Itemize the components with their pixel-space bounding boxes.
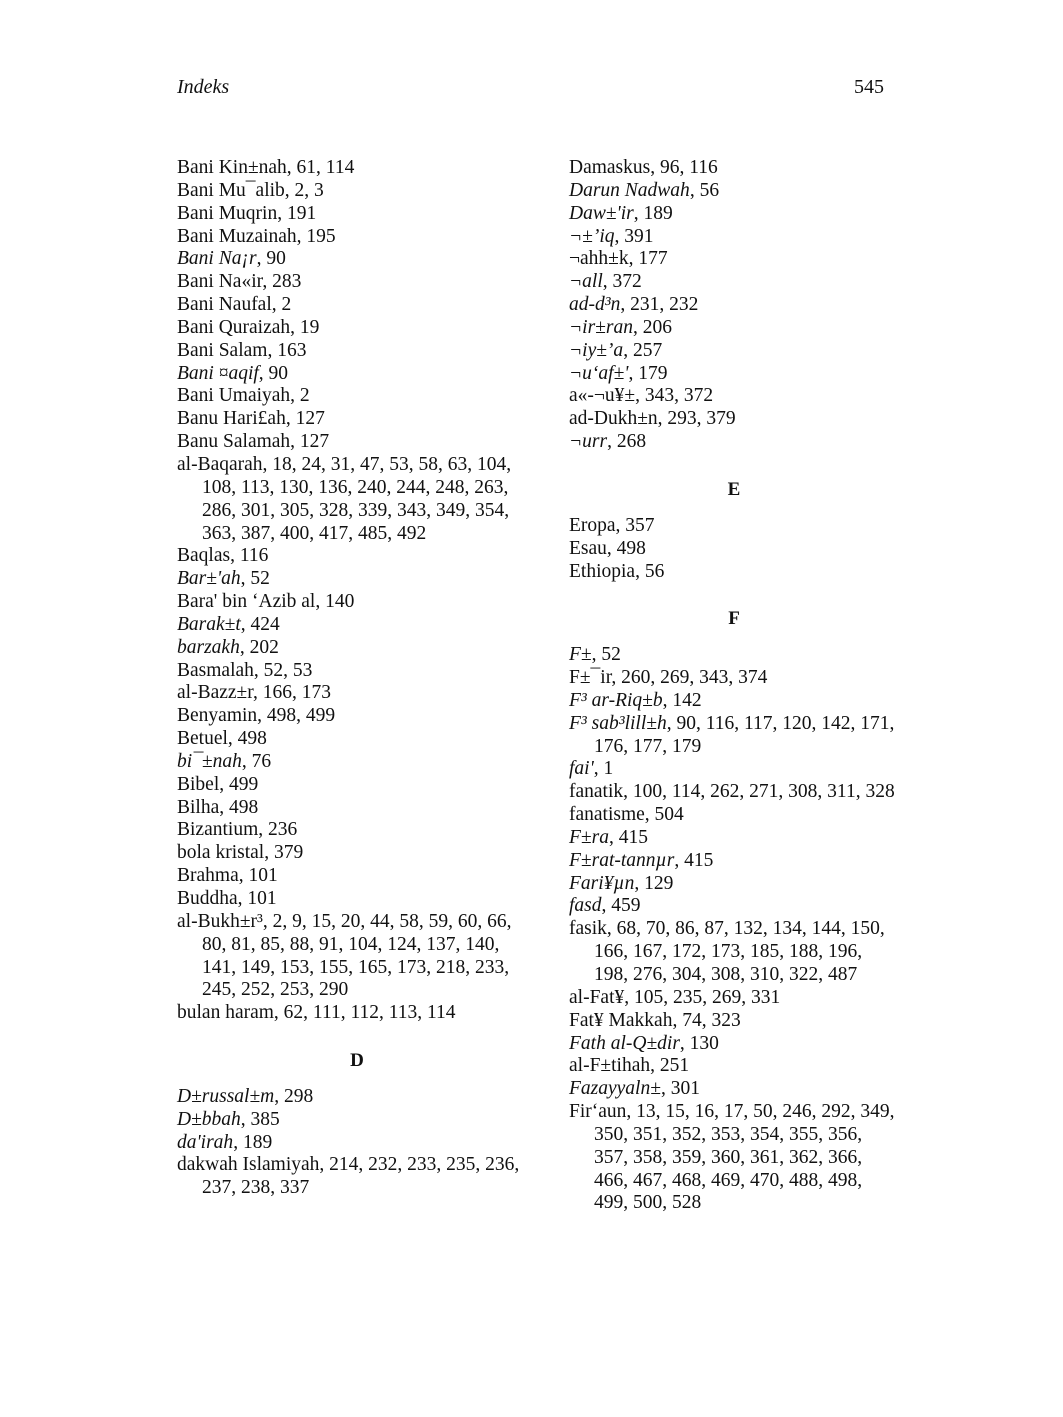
index-text: Bani Muzainah, 195 [177, 225, 336, 247]
index-entry [569, 1101, 899, 1215]
index-entry [177, 248, 537, 271]
index-entry [177, 454, 537, 545]
index-text: Eropa, 357 [569, 514, 655, 536]
index-term-italic: Bani ¤aqif [177, 362, 259, 384]
index-text: , 257 [623, 339, 663, 361]
index-text: , 52 [591, 644, 621, 666]
index-term-italic: da'irah [177, 1131, 234, 1153]
index-entry [569, 667, 899, 690]
index-text: , 415 [674, 849, 714, 871]
index-entry [177, 431, 537, 454]
index-entry [177, 614, 537, 637]
index-text: , 90 [258, 362, 289, 384]
index-text: Betuel, 498 [177, 728, 267, 750]
index-entry [569, 226, 899, 249]
index-text: Bibel, 499 [177, 773, 259, 795]
index-text: fanatik, 100, 114, 262, 271, 308, 311, 328 [569, 781, 895, 803]
index-term-italic: fai' [569, 758, 594, 780]
index-entry [569, 157, 899, 180]
index-entry [569, 987, 899, 1010]
index-section-heading: E [727, 478, 741, 500]
index-text: Esau, 498 [569, 537, 646, 559]
index-entry [569, 538, 899, 561]
index-text: Benyamin, 498, 499 [177, 705, 336, 727]
index-text: Bani Kin±nah, 61, 114 [177, 157, 355, 178]
index-entry [177, 1086, 537, 1109]
index-text: , 56 [689, 179, 720, 201]
index-term-italic: ¬iy±’a [569, 339, 624, 361]
index-text: Bani Na«ir, 283 [177, 271, 302, 293]
index-term-italic: Bani Na¡r [177, 248, 257, 270]
index-text: Bilha, 498 [177, 796, 259, 818]
index-term-italic: barzakh [177, 636, 240, 658]
index-entry [177, 819, 537, 842]
index-term-italic: F±ra [569, 826, 609, 848]
index-entry [569, 271, 899, 294]
index-text: al-Bazz±r, 166, 173 [177, 682, 331, 704]
index-text: , 202 [239, 636, 279, 658]
index-term-italic: Bar±'ah [177, 568, 241, 590]
index-text: Bani Quraizah, 19 [177, 316, 320, 338]
index-entry [177, 203, 537, 226]
index-entry [569, 873, 899, 896]
index-entry [177, 888, 537, 911]
index-term-italic: ¬u‘af±' [569, 362, 629, 384]
index-term-italic: F± [569, 644, 592, 666]
index-entry [569, 804, 899, 827]
index-text: , 268 [607, 431, 647, 453]
index-entry [569, 180, 899, 203]
index-text: Bani Naufal, 2 [177, 294, 292, 316]
index-entry [569, 248, 899, 271]
index-text: Bani Mu¯alib, 2, 3 [177, 179, 324, 201]
running-header-title: Indeks [177, 76, 230, 98]
index-entry [569, 203, 899, 226]
index-entry [177, 1002, 537, 1025]
index-term-italic: ¬urr [569, 431, 608, 453]
index-entry [177, 911, 537, 1002]
index-text: , 189 [233, 1131, 273, 1153]
index-term-italic: Fath al-Q±dir [569, 1032, 680, 1054]
index-entry [569, 1078, 899, 1101]
index-text: Damaskus, 96, 116 [569, 157, 718, 178]
index-text: , 459 [601, 895, 641, 917]
index-entry [177, 774, 537, 797]
index-text: al-Bukh±r³, 2, 9, 15, 20, 44, 58, 59, 60, 66, 80, 81, 85, 88, 91, 104, 124, 137, 140, 141, 149, 153, 155, 165, 173, 218, 233, 245, 252, 253, 290 [177, 910, 517, 1001]
index-text: Baqlas, 116 [177, 545, 269, 567]
index-term-italic: D±bbah [177, 1108, 241, 1130]
index-entry [569, 895, 899, 918]
index-term-italic: bi¯±nah [177, 750, 242, 772]
index-text: Bani Salam, 163 [177, 339, 307, 361]
index-text: , 52 [240, 568, 270, 590]
index-text: bulan haram, 62, 111, 112, 113, 114 [177, 1002, 456, 1024]
index-entry [177, 385, 537, 408]
index-term-italic: ¬±’iq [569, 225, 615, 247]
index-term-italic: D±russal±m [177, 1085, 275, 1107]
index-entry [569, 850, 899, 873]
index-text: Bani Umaiyah, 2 [177, 385, 310, 407]
index-text: , 231, 232 [620, 294, 699, 316]
index-entry [177, 751, 537, 774]
index-text: Basmalah, 52, 53 [177, 659, 313, 681]
index-entry [569, 363, 899, 386]
index-entry [569, 781, 899, 804]
index-entry [177, 842, 537, 865]
index-text: , 424 [240, 613, 280, 635]
index-section-heading: D [350, 1050, 364, 1072]
index-entry [177, 591, 537, 614]
index-term-italic: F³ ar-Riq±b [569, 689, 663, 711]
index-text: ad-Dukh±n, 293, 379 [569, 408, 736, 430]
index-entry [177, 408, 537, 431]
index-text: , 385 [240, 1108, 280, 1130]
index-term-italic: ¬all [569, 271, 603, 293]
index-entry [569, 561, 899, 584]
index-entry [569, 1033, 899, 1056]
index-entry [177, 1109, 537, 1132]
index-text: , 206 [632, 316, 672, 338]
index-text: , 298 [274, 1085, 314, 1107]
index-text: dakwah Islamiyah, 214, 232, 233, 235, 236, 237, 238, 337 [177, 1154, 525, 1199]
index-text: , 189 [633, 202, 673, 224]
index-text: a«-¬u¥±, 343, 372 [569, 385, 714, 407]
index-entry [569, 317, 899, 340]
index-text: al-Baqarah, 18, 24, 31, 47, 53, 58, 63, 104, 108, 113, 130, 136, 240, 244, 248, 263, 286, 301, 305, 328, 339, 343, 349, 354, 363, 387, 400, 417, 485, 492 [177, 453, 517, 544]
index-column-left [177, 157, 537, 1200]
index-text: , 301 [660, 1078, 700, 1100]
index-entry [177, 682, 537, 705]
index-entry [569, 408, 899, 431]
index-entry [569, 827, 899, 850]
index-text: Bizantium, 236 [177, 819, 298, 841]
index-text: , 415 [608, 826, 648, 848]
index-entry [177, 797, 537, 820]
index-text: F±¯ir, 260, 269, 343, 374 [569, 667, 768, 689]
index-entry [569, 340, 899, 363]
index-entry [177, 545, 537, 568]
index-entry [177, 340, 537, 363]
index-term-italic: fasd [569, 895, 602, 917]
index-text: , 130 [679, 1032, 719, 1054]
index-text: ¬ahh±k, 177 [569, 248, 668, 270]
index-entry [177, 1132, 537, 1155]
index-term-italic: F³ sab³lill±h [569, 712, 667, 734]
index-term-italic: Fari¥µn [569, 872, 635, 894]
index-text: , 391 [614, 225, 654, 247]
index-text: Fat¥ Makkah, 74, 323 [569, 1009, 741, 1031]
index-text: , 372 [602, 271, 642, 293]
index-text: al-Fat¥, 105, 235, 269, 331 [569, 986, 781, 1008]
index-text: al-F±tihah, 251 [569, 1055, 690, 1077]
index-term-italic: ¬ir±ran [569, 316, 633, 338]
index-entry [569, 918, 899, 987]
index-entry [569, 515, 899, 538]
index-entry [569, 644, 899, 667]
index-entry [177, 180, 537, 203]
index-entry [177, 865, 537, 888]
index-text: Brahma, 101 [177, 865, 278, 887]
index-section-heading: F [728, 608, 740, 630]
index-column-right [569, 157, 899, 1215]
index-term-italic: ad-d³n [569, 294, 621, 316]
index-entry [177, 363, 537, 386]
index-text: , 179 [628, 362, 668, 384]
index-text: Buddha, 101 [177, 888, 277, 909]
index-text: , 1 [593, 758, 614, 780]
index-text: Fir‘aun, 13, 15, 16, 17, 50, 246, 292, 349, 350, 351, 352, 353, 354, 355, 356, 357, 358, 359, 360, 361, 362, 366, 466, 467, 468, 469, 470, 488, 498, 499, 500, 528 [569, 1101, 900, 1214]
index-text: fasik, 68, 70, 86, 87, 132, 134, 144, 150, 166, 167, 172, 173, 185, 188, 196, 198, 276, 304, 308, 310, 322, 487 [569, 918, 890, 985]
index-entry [177, 1154, 537, 1200]
index-entry [177, 226, 537, 249]
index-entry [569, 758, 899, 781]
index-entry [569, 1010, 899, 1033]
index-text: , 90 [256, 248, 286, 270]
index-entry [177, 637, 537, 660]
index-text: bola kristal, 379 [177, 842, 304, 864]
index-term-italic: Barak±t [177, 613, 241, 635]
index-entry [177, 568, 537, 591]
index-text: Banu Salamah, 127 [177, 431, 330, 453]
page-number: 545 [854, 76, 884, 98]
index-entry [569, 385, 899, 408]
index-text: , 142 [662, 689, 702, 711]
index-text: fanatisme, 504 [569, 804, 684, 826]
index-text: , 90, 116, 117, 120, 142, 171, 176, 177, 179 [594, 712, 900, 757]
index-entry [569, 431, 899, 454]
index-text: Ethiopia, 56 [569, 560, 665, 582]
index-text: Bara' bin ‘Azib al, 140 [177, 591, 355, 613]
index-text: , 76 [241, 750, 272, 772]
index-term-italic: Darun Nadwah [569, 179, 690, 201]
index-text: Bani Muqrin, 191 [177, 202, 317, 224]
index-text: Banu Hari£ah, 127 [177, 408, 325, 430]
index-entry [177, 705, 537, 728]
index-entry [177, 317, 537, 340]
index-entry [569, 294, 899, 317]
index-entry [569, 1055, 899, 1078]
index-term-italic: Fazayyaln± [569, 1078, 661, 1100]
index-entry [177, 728, 537, 751]
index-entry [569, 713, 899, 759]
index-entry [177, 157, 537, 180]
index-entry [177, 660, 537, 683]
index-entry [177, 271, 537, 294]
index-text: , 129 [634, 872, 674, 894]
index-term-italic: F±rat-tannµr [569, 849, 675, 871]
index-entry [177, 294, 537, 317]
index-entry [569, 690, 899, 713]
index-term-italic: Daw±'ir [569, 202, 634, 224]
